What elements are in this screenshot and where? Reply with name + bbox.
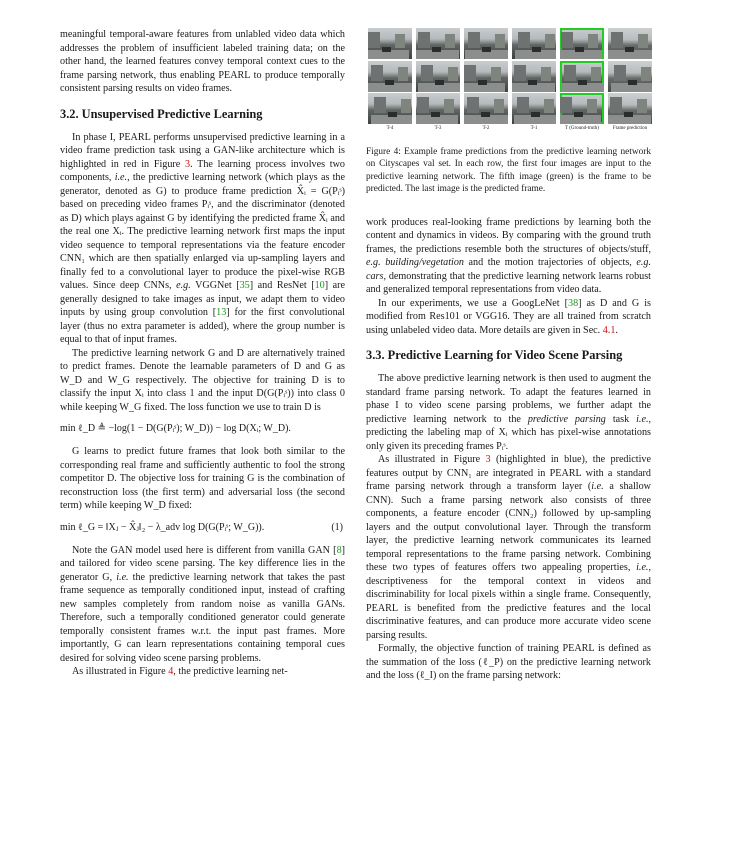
- ground-truth-frame: [560, 93, 604, 124]
- frame-scene-element: [514, 65, 526, 81]
- input-frame: [416, 93, 460, 124]
- frame-scene-element: [614, 65, 626, 81]
- italic-text: i.e.: [591, 481, 604, 493]
- frame-scene-element: [398, 67, 408, 81]
- frame-scene-element: [371, 65, 383, 81]
- italic-text: e.g. building/vegetation: [366, 257, 464, 269]
- input-frame: [464, 28, 508, 59]
- section-heading-3-3: 3.3. Predictive Learning for Video Scene Parsing: [366, 348, 623, 363]
- frame-scene-element: [417, 97, 429, 113]
- input-frame: [368, 61, 412, 92]
- frame-scene-element: [518, 32, 530, 48]
- text-run: , the predictive learning net-: [173, 666, 288, 677]
- frame-label: T-1: [530, 126, 538, 131]
- frame-scene-element: [478, 80, 487, 85]
- frame-scene-element: [401, 99, 411, 113]
- frame-scene-element: [444, 99, 454, 113]
- italic-text: i.e.: [116, 571, 129, 583]
- frame-scene-element: [564, 65, 576, 81]
- frame-scene-element: [464, 65, 476, 81]
- frame-label: T (Ground-truth): [565, 126, 599, 131]
- text-run: work produces real-looking frame predictions by learning both the content and dynamics in videos. By comparing with the ground truth frames, the predictions resemble both the structures of objects/stuff,: [366, 216, 651, 255]
- frame-scene-element: [588, 34, 598, 48]
- text-run: ] are generally designed to take images as input, we adapt them to video inputs by using group convolution [: [60, 280, 346, 318]
- predicted-frame: [608, 28, 652, 59]
- paragraph-generator: G learns to predict future frames that look both similar to the corresponding real frame and sufficiently authentic to fool the strong competitor D. The objective loss for training G is the combination of reconstruction loss (the first term) and adversarial loss (the second term) while keeping W_D fixed:: [60, 446, 345, 511]
- frame-scene-element: [528, 80, 537, 85]
- text-run: .: [615, 324, 618, 336]
- citation-link[interactable]: 10: [314, 280, 325, 291]
- frame-scene-element: [421, 65, 433, 81]
- text-run: As illustrated in Figure: [72, 666, 169, 677]
- text-run: (highlighted in blue), the predictive features output by CNN₁ are integrated in PEARL with a standard frame parsing network through a transform layer (: [366, 454, 651, 493]
- text-run: the predictive learning network that takes the past frame sequence as temporally conditioned input, instead of crafting new samples completely from random noise as vanilla GANs. Therefore, such a temporally conditioned generator could generate temporally consistent frames w.r.t. the input past frames. More importantly, G can learn representations containing temporal cues desired for solving video scene parsing problems.: [60, 571, 345, 664]
- input-frame: [464, 93, 508, 124]
- equation-text: min ℓ_G = ‖Xⱼ − X̂ⱼ‖₂ − λ_adv log D(G(Pᵢˢ; W_G)).: [60, 521, 265, 533]
- text-run: task: [605, 413, 637, 425]
- frame-scene-element: [517, 97, 529, 113]
- paragraph-training: The predictive learning network G and D are alternatively trained to predict frames. Denote the learnable parameters of D and G as W_D and W_G respectively. The objective for training D is to classify the input Xᵢ into class 1 and the input D(G(Pᵢˢ)) into class 0 while keeping W_G fixed. The loss function we use to train D is: [60, 347, 345, 413]
- frame-scene-element: [368, 32, 380, 48]
- text-run: VGGNet [: [190, 280, 240, 291]
- text-run: Note the GAN model used here is different from vanilla GAN [: [72, 544, 337, 556]
- frame-scene-element: [587, 99, 597, 113]
- frame-scene-element: [578, 80, 587, 85]
- frame-scene-element: [545, 34, 555, 48]
- paragraph-gan-note: [60, 544, 345, 666]
- input-frame: [368, 28, 412, 59]
- frame-scene-element: [531, 112, 540, 117]
- predicted-frame: [608, 61, 652, 92]
- frame-scene-element: [468, 32, 480, 48]
- paragraph-objective: Formally, the objective function of training PEARL is defined as the summation of the loss (ℓ_P) on the predictive learning network and the loss (ℓ_I) on the frame parsing network:: [366, 643, 651, 682]
- italic-text: predictive parsing: [527, 413, 606, 425]
- figure-ref-link[interactable]: 4: [168, 666, 174, 677]
- frame-scene-element: [385, 80, 394, 85]
- text-run: , the predictive learning network (which plays as the generator, denoted as G) to produce frame prediction X̂ᵢ = G(Pᵢˢ) based on preceding video frames Pᵢˢ, and the discriminator (denoted as D) which plays against G by identifying the predicted frame X̂ᵢ and the real one Xᵢ. The predictive learning network first maps the input video sequence to temporal representations via the feature encoder CNN₁ which are then spatially enlarged via up-sampling layers and finally fed to a convolutional layer to produce the pixel-wise RGB values. Since deep CNNs,: [60, 172, 345, 291]
- italic-text: e.g.: [176, 280, 191, 291]
- frame-scene-element: [611, 32, 623, 48]
- frame-label: T-4: [386, 126, 394, 131]
- frame-scene-element: [560, 97, 572, 113]
- input-frame: [416, 28, 460, 59]
- citation-link[interactable]: 35: [239, 280, 250, 291]
- frame-scene-element: [388, 112, 397, 117]
- text-run: ] and ResNet [: [249, 280, 315, 291]
- frame-scene-element: [541, 67, 551, 81]
- frame-scene-element: [628, 80, 637, 85]
- paragraph-integration: [366, 453, 651, 642]
- frame-scene-element: [610, 97, 622, 113]
- frame-scene-element: [382, 47, 391, 52]
- frame-label: T-2: [482, 126, 490, 131]
- frame-scene-element: [638, 34, 648, 48]
- text-run: As illustrated in Figure: [378, 454, 486, 466]
- frame-scene-element: [575, 47, 584, 52]
- equation-generator: [60, 521, 345, 535]
- italic-text: i.e.: [636, 562, 649, 574]
- frame-scene-element: [395, 34, 405, 48]
- caption-text: Figure 4: Example frame predictions from the predictive learning network on Cityscapes val set. In each row, the first four images are input to the predictive learning network. The fifth image (green) is the frame to be predicted. The last image is the predicted frame.: [366, 147, 651, 195]
- frame-scene-element: [641, 67, 651, 81]
- paragraph-augment: [366, 372, 651, 453]
- citation-link[interactable]: 13: [216, 307, 227, 318]
- frame-scene-element: [445, 34, 455, 48]
- input-frame: [512, 28, 556, 59]
- ground-truth-frame: [560, 61, 604, 92]
- paragraph-predictions: [366, 216, 651, 297]
- frame-scene-element: [448, 67, 458, 81]
- input-frame: [416, 61, 460, 92]
- text-run: , descriptiveness for the temporal context in videos and discriminability for local pixels within a single frame. Consequently, PEARL is benefited from the predictive features and the local discriminative features, and can produce more accurate video scene parsing results.: [366, 562, 651, 641]
- figure-4: [366, 28, 651, 140]
- frame-prediction-grid: [366, 28, 651, 124]
- frame-scene-element: [495, 34, 505, 48]
- frame-scene-element: [494, 99, 504, 113]
- equation-number: (1): [331, 521, 343, 533]
- intro-paragraph: meaningful temporal-aware features from unlabled video data which addresses the problem of insufficient labeled training data; on the other hand, the learned features convey temporal context cues to the frame parsing network, thus enabling PEARL to produce temporally consistent parsing results on video frames.: [60, 29, 345, 94]
- frame-scene-element: [591, 67, 601, 81]
- equation-text: min ℓ_D ≜ −log(1 − D(G(Pᵢˢ); W_D)) − log D(Xᵢ; W_D).: [60, 423, 291, 434]
- figure-ref-link[interactable]: 3: [185, 158, 191, 170]
- italic-text: i.e.: [636, 413, 649, 425]
- frame-scene-element: [482, 47, 491, 52]
- frame-scene-element: [544, 99, 554, 113]
- text-run: and the motion trajectories of objects,: [463, 257, 637, 269]
- text-run: . The learning process involves two components,: [60, 158, 345, 183]
- italic-text: i.e.: [114, 172, 128, 183]
- frame-scene-element: [435, 80, 444, 85]
- section-ref-link[interactable]: 4.1: [602, 324, 616, 336]
- figure-caption: [366, 146, 651, 196]
- frame-label: T-3: [434, 126, 442, 131]
- frame-scene-element: [561, 32, 573, 48]
- section-heading-3-2: 3.2. Unsupervised Predictive Learning: [60, 106, 263, 121]
- predicted-frame: [608, 93, 652, 124]
- input-frame: [512, 93, 556, 124]
- frame-label: Frame prediction: [612, 126, 648, 131]
- text-run: ] as D and G is modified from Res101 or VGG16. They are all trained from scratch using unlabeled video data. More details are given in Sec.: [366, 297, 651, 336]
- text-run: The above predictive learning network is then used to augment the standard frame parsing network. To adapt the features learned in phase I to video scene parsing problems, we further adapt the predictive learning network to the: [366, 373, 651, 425]
- figure-ref-link[interactable]: 3: [485, 454, 491, 466]
- frame-scene-element: [625, 47, 634, 52]
- frame-scene-element: [491, 67, 501, 81]
- paragraph-phase-1: [60, 131, 345, 347]
- citation-link[interactable]: 38: [568, 297, 579, 309]
- equation-discriminator: [60, 422, 345, 436]
- italic-text: e.g. cars: [366, 257, 652, 282]
- frame-scene-element: [467, 97, 479, 113]
- text-run: ] and tailored for video scene parsing. The key difference lies in the generator G,: [60, 544, 345, 583]
- ground-truth-frame: [560, 28, 604, 59]
- citation-link[interactable]: 8: [336, 544, 342, 556]
- paragraph-experiments: [366, 297, 651, 338]
- frame-scene-element: [532, 47, 541, 52]
- input-frame: [368, 93, 412, 124]
- frame-scene-element: [432, 47, 441, 52]
- frame-scene-element: [418, 32, 430, 48]
- input-frame: [512, 61, 556, 92]
- left-column: [60, 28, 345, 679]
- frame-scene-element: [431, 112, 440, 117]
- frame-labels: [366, 126, 651, 136]
- text-run: In phase I, PEARL performs unsupervised predictive learning in a video frame prediction task using a GAN-like architecture which is highlighted in red in Figure: [60, 131, 345, 170]
- text-run: In our experiments, we use a GoogLeNet [: [378, 297, 568, 309]
- frame-scene-element: [574, 112, 583, 117]
- right-column: [366, 28, 651, 683]
- text-run: a shallow CNN). Such a frame parsing network also consists of three components, a feature encoder (CNN₂) followed by up-sampling layers and the output convolutional layer. Through the transform layer, the predictive learning network communicates its learned temporal representations to the frame parsing network. Combining these two types of features offers two appealing properties,: [366, 481, 651, 574]
- frame-scene-element: [624, 112, 633, 117]
- input-frame: [464, 61, 508, 92]
- frame-scene-element: [374, 97, 386, 113]
- text-run: , demonstrating that the predictive learning network learns robust and generalized temporal representations from video data.: [366, 270, 651, 296]
- frame-scene-element: [637, 99, 647, 113]
- frame-scene-element: [481, 112, 490, 117]
- text-run: , predicting the labeling map of Xᵢ which has pixel-wise annotations only given its preceding frames Pᵢˢ.: [366, 413, 652, 452]
- paragraph-illustrated: [60, 665, 345, 679]
- text-run: ] for the first convolutional layer (thus no extra parameter is added), where the group number is equal to that of input frames.: [60, 307, 345, 345]
